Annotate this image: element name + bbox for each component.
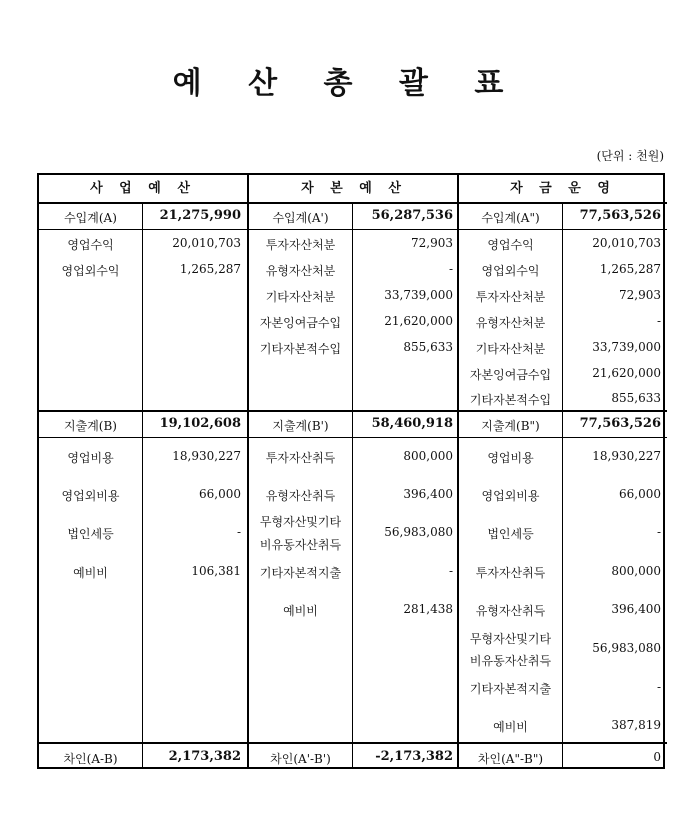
- business-budget-column: [39, 175, 247, 767]
- capital-budget-column: [247, 175, 459, 767]
- section-divider: [39, 410, 247, 412]
- table-row-value: 20,010,703: [172, 236, 241, 250]
- table-row-label: 영업외비용: [481, 489, 540, 503]
- column-divider: [562, 202, 563, 767]
- row-divider: [459, 229, 667, 230]
- expense-total-value: 77,563,526: [579, 416, 661, 431]
- section-divider: [249, 410, 459, 412]
- row-divider: [39, 437, 247, 438]
- balance-label: 차인(A"-B"): [477, 752, 544, 766]
- table-row-label: 유형자산처분: [475, 316, 546, 330]
- column-divider: [352, 202, 353, 767]
- row-divider: [39, 229, 247, 230]
- table-row-label: 기타자본적지출: [469, 682, 552, 696]
- unit-note: (단위 : 천원): [596, 149, 664, 163]
- revenue-total-label: 수입계(A): [64, 211, 117, 225]
- table-row-value: 33,739,000: [592, 340, 661, 354]
- expense-total-value: 58,460,918: [371, 416, 453, 431]
- table-row-label: 기타자산처분: [475, 342, 546, 356]
- table-row-value: 21,620,000: [592, 366, 661, 380]
- expense-total-label: 지출계(B"): [481, 419, 540, 433]
- table-row-label: 유형자산취득: [475, 604, 546, 618]
- table-row-label: 투자자산취득: [475, 566, 546, 580]
- section-divider: [459, 742, 667, 744]
- table-row-label: 자본잉여금수입: [259, 316, 342, 330]
- table-row-value: 66,000: [199, 487, 241, 501]
- section-divider: [39, 742, 247, 744]
- table-row-label: 예비비: [73, 566, 108, 580]
- revenue-total-value: 56,287,536: [371, 208, 453, 223]
- table-row-value: 56,983,080: [592, 641, 661, 655]
- balance-value: -2,173,382: [375, 749, 453, 764]
- revenue-total-value: 77,563,526: [579, 208, 661, 223]
- table-row-label: 예비비: [493, 720, 528, 734]
- table-row-value: 396,400: [611, 602, 661, 616]
- table-row-label: 투자자산처분: [265, 238, 336, 252]
- table-row-label: 자본잉여금수입: [469, 368, 552, 382]
- table-row-value: 1,265,287: [179, 262, 241, 276]
- table-row-label: 영업외수익: [61, 264, 120, 278]
- table-row-value: -: [236, 525, 241, 539]
- table-row-value: 387,819: [611, 718, 661, 732]
- section-divider: [249, 742, 459, 744]
- table-row-value: 800,000: [611, 564, 661, 578]
- column-divider: [142, 202, 143, 767]
- table-row-label: 유형자산처분: [265, 264, 336, 278]
- table-row-label: 영업비용: [487, 451, 534, 465]
- table-row-value: 855,633: [611, 391, 661, 405]
- table-row-value: 855,633: [403, 340, 453, 354]
- table-row-label-line2: 비유동자산취득: [259, 538, 342, 552]
- budget-summary-table: [37, 173, 665, 769]
- row-divider: [249, 437, 459, 438]
- balance-value: 0: [653, 750, 661, 764]
- revenue-total-value: 21,275,990: [159, 208, 241, 223]
- fund-operation-column: [457, 175, 667, 767]
- table-row-value: 18,930,227: [172, 449, 241, 463]
- table-row-value: 18,930,227: [592, 449, 661, 463]
- table-row-value: 396,400: [403, 487, 453, 501]
- table-row-label: 영업수익: [67, 238, 114, 252]
- table-row-label: 기타자본적지출: [259, 566, 342, 580]
- table-row-value: 72,903: [411, 236, 453, 250]
- revenue-total-label: 수입계(A'): [272, 211, 329, 225]
- table-row-value: 106,381: [191, 564, 241, 578]
- table-row-value: 56,983,080: [384, 525, 453, 539]
- expense-total-label: 지출계(B'): [272, 419, 329, 433]
- table-row-label: 투자자산처분: [475, 290, 546, 304]
- table-row-value: 66,000: [619, 487, 661, 501]
- balance-label: 차인(A-B): [63, 752, 118, 766]
- row-divider: [249, 229, 459, 230]
- table-row-label: 기타자본적수입: [469, 393, 552, 407]
- expense-total-label: 지출계(B): [64, 419, 117, 433]
- table-row-value: 281,438: [403, 602, 453, 616]
- table-row-value: 72,903: [619, 288, 661, 302]
- page-title: 예 산 총 괄 표: [172, 66, 522, 101]
- table-row-value: -: [656, 314, 661, 328]
- fund-operation-header: 자 금 운 영: [459, 175, 667, 204]
- table-row-label: 무형자산및기타: [259, 515, 342, 529]
- capital-budget-header: 자 본 예 산: [249, 175, 459, 204]
- table-row-value: 800,000: [403, 449, 453, 463]
- table-row-label: 영업외비용: [61, 489, 120, 503]
- table-row-label: 법인세등: [67, 527, 114, 541]
- balance-label: 차인(A'-B'): [270, 752, 331, 766]
- table-row-label: 법인세등: [487, 527, 534, 541]
- table-row-value: -: [656, 525, 661, 539]
- table-row-label: 기타자산처분: [265, 290, 336, 304]
- table-row-value: -: [448, 262, 453, 276]
- table-row-value: -: [448, 564, 453, 578]
- table-row-label-line2: 비유동자산취득: [469, 654, 552, 668]
- table-row-label: 영업수익: [487, 238, 534, 252]
- business-budget-header: 사 업 예 산: [39, 175, 247, 204]
- table-row-value: 33,739,000: [384, 288, 453, 302]
- section-divider: [459, 410, 667, 412]
- table-row-value: 20,010,703: [592, 236, 661, 250]
- table-row-label: 유형자산취득: [265, 489, 336, 503]
- table-row-value: -: [656, 680, 661, 694]
- table-row-label: 기타자본적수입: [259, 342, 342, 356]
- table-row-value: 21,620,000: [384, 314, 453, 328]
- table-row-label: 예비비: [283, 604, 318, 618]
- row-divider: [459, 437, 667, 438]
- table-row-label: 무형자산및기타: [469, 632, 552, 646]
- table-row-label: 영업외수익: [481, 264, 540, 278]
- table-row-value: 1,265,287: [599, 262, 661, 276]
- expense-total-value: 19,102,608: [159, 416, 241, 431]
- revenue-total-label: 수입계(A"): [481, 211, 540, 225]
- balance-value: 2,173,382: [168, 749, 241, 764]
- table-row-label: 영업비용: [67, 451, 114, 465]
- table-row-label: 투자자산취득: [265, 451, 336, 465]
